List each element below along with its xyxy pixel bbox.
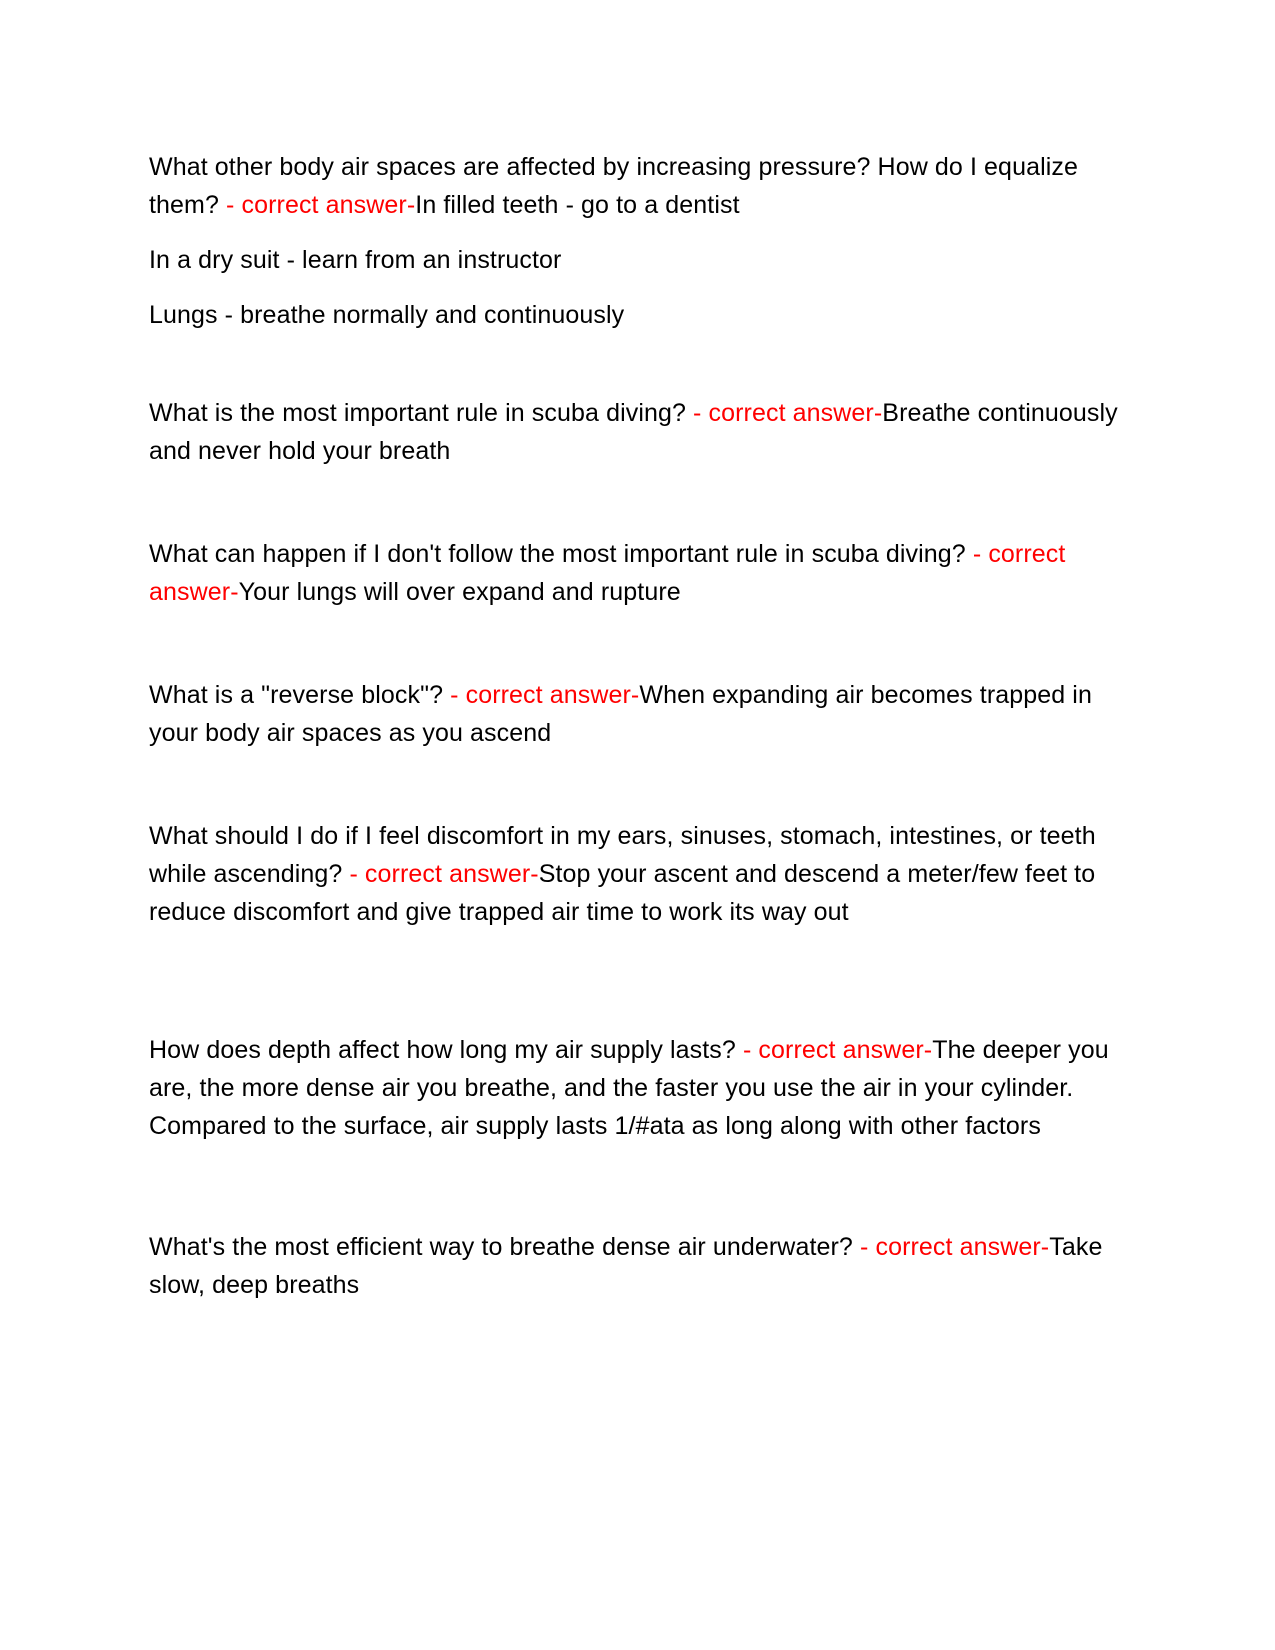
qa-item	[149, 817, 1129, 931]
answer-text: The deeper you are, the more dense air you breathe, and the faster you use the air in your cylinder. Compared to the surface, air supply lasts 1/#ata as long along with other factors	[149, 1036, 1109, 1140]
qa-item	[149, 1031, 1129, 1145]
correct-answer-marker: - correct answer-	[860, 1233, 1050, 1261]
correct-answer-marker: - correct answer-	[693, 399, 883, 427]
qa-item	[149, 676, 1129, 752]
qa-paragraph	[149, 535, 1129, 611]
qa-paragraph	[149, 676, 1129, 752]
answer-text: Breathe continuously and never hold your breath	[149, 399, 1118, 465]
correct-answer-marker: - correct answer-	[149, 540, 1066, 606]
qa-paragraph	[149, 817, 1129, 931]
question-text: What should I do if I feel discomfort in my ears, sinuses, stomach, intestines, or teeth while ascending?	[149, 822, 1096, 888]
answer-continuation: In a dry suit - learn from an instructor	[149, 246, 562, 274]
correct-answer-marker: - correct answer-	[226, 191, 416, 219]
qa-item	[149, 535, 1129, 611]
answer-text: Your lungs will over expand and rupture	[238, 578, 681, 606]
answer-text: In filled teeth - go to a dentist	[415, 191, 740, 219]
qa-item	[149, 394, 1129, 470]
question-text: What other body air spaces are affected by increasing pressure? How do I equalize them?	[149, 153, 1078, 219]
answer-text: When expanding air becomes trapped in your body air spaces as you ascend	[149, 681, 1092, 747]
correct-answer-marker: - correct answer-	[742, 1036, 933, 1064]
qa-paragraph	[149, 1031, 1129, 1145]
question-text: What can happen if I don't follow the most important rule in scuba diving?	[149, 540, 973, 568]
correct-answer-marker: - correct answer-	[450, 681, 640, 709]
answer-text: Take slow, deep breaths	[149, 1233, 1103, 1299]
qa-item	[149, 148, 1129, 334]
qa-paragraph	[149, 394, 1129, 470]
qa-paragraph	[149, 148, 1129, 224]
qa-paragraph	[149, 1228, 1129, 1304]
question-text: What is the most important rule in scuba diving?	[149, 399, 694, 427]
qa-item	[149, 1228, 1129, 1304]
answer-continuation: Lungs - breathe normally and continuously	[149, 301, 625, 329]
question-text: What is a "reverse block"?	[149, 681, 451, 709]
question-text: How does depth affect how long my air supply lasts?	[149, 1036, 743, 1064]
answer-text: Stop your ascent and descend a meter/few feet to reduce discomfort and give trapped air time to work its way out	[149, 860, 1096, 926]
correct-answer-marker: - correct answer-	[349, 860, 539, 888]
question-text: What's the most efficient way to breathe dense air underwater?	[149, 1233, 860, 1261]
